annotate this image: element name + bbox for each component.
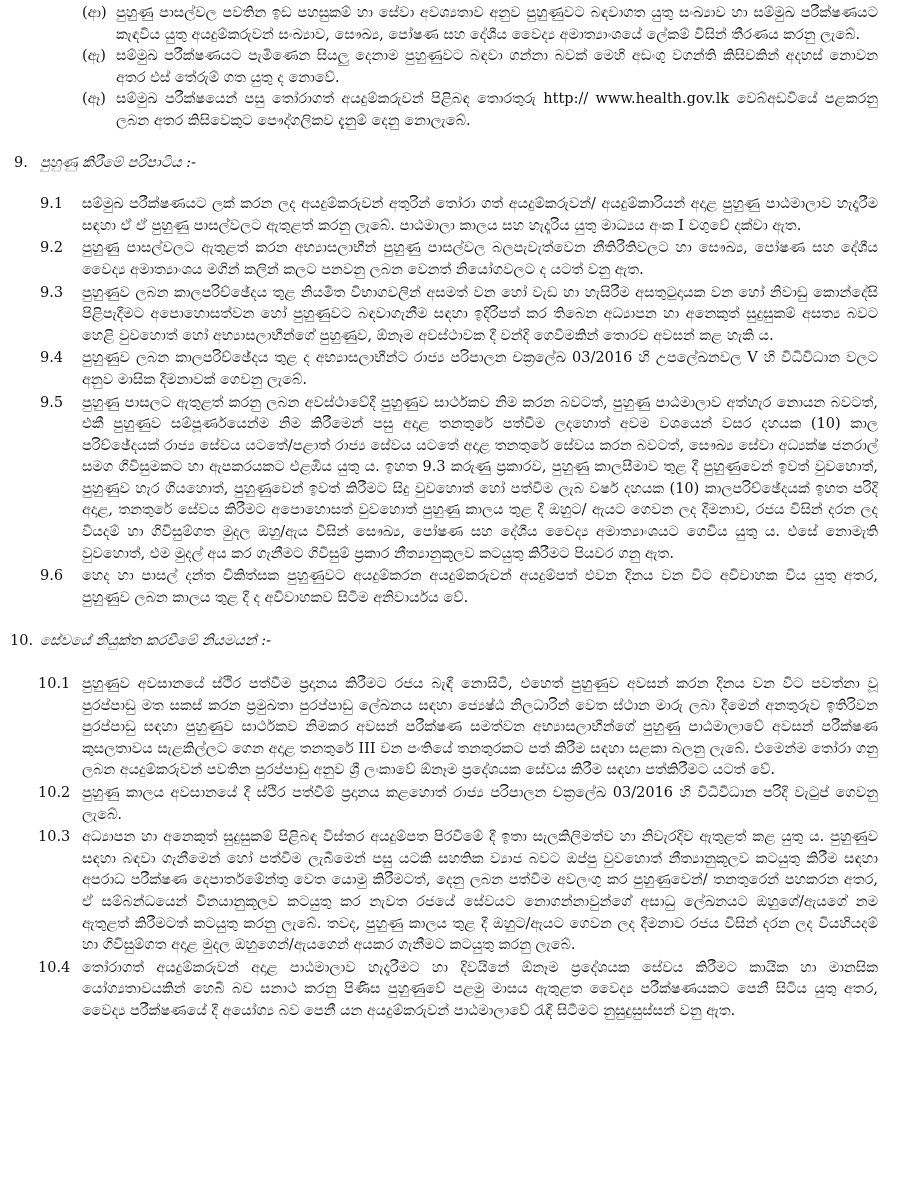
section-training-procedure — [0, 153, 900, 610]
clause-text: සම්මුඛ පරීක්ෂණයට ලක් කරන ලද අයදුම්කරුවන් අතුරින් තෝරා ගත් අයදුම්කරුවන්/ අයදුම්කාරියන් අදාළ පුහුණු පාඨමාලාව හැදෑරීම සඳහා ඒ ඒ පුහුණු පාසල්වලට ඇතුළත් කරනු ලැබේ. පාඨමාලා කාලය සහ හැදෑරිය යුතු මාධ්‍යය අංක I වගුවේ දක්වා ඇත. — [82, 196, 878, 234]
clause-text: පුහුණුව ලබන කාලපරිච්ඡේදය තුළ ද අභ්‍යාසලාභීන්ට රාජ්‍ය පරිපාලන චක්‍රලේඛ 03/2016 හි උපලේඛනවල V හි විධිවිධාන වලට අනුව මාසික දීමනාවක් ගෙවනු ලැබේ. — [82, 350, 878, 388]
clause — [0, 674, 900, 782]
clause-text: පුහුණු පාසලට ඇතුළත් කරනු ලබන අවස්ථාවේදී පුහුණුව සාර්ථකව නිම කරන බවටත්, පුහුණු පාඨමාලාව අත්හැර නොයන බවටත්, එකී පුහුණුව සම්පූර්ණයෙන්ම නිම කිරීමෙන් පසු අදාළ තනතුරේ පත්වීම ලදහොත් අවම වශයෙන් වසර දහයක (10) කාල පරිච්ඡේදයක් රාජ්‍ය සේවය යටතේ/පළාත් රාජ්‍ය සේවය යටතේ අදාළ තනතුරේ සේවය කරන බවටත්, සෞඛ්‍ය සේවා අධ්‍යක්ෂ ජනරාල් සමග ගිවිසුමකට හා ඇපකරයකට එළඹිය යුතු ය. ඉහත 9.3 කරුණු ප්‍රකාරව, පුහුණු කාලසීමාව තුළ දී පුහුණුවෙන් ඉවත් වුවහොත්, පුහුණුව හැර ගියහොත්, පුහුණුවෙන් ඉවත් කිරීමට සිදු වුවහොත් හෝ පත්වීම ලැබ වර්ෂ දහයක (10) කාලපරිච්ඡේදයක් ඉහත පරිදි අදාළ, තනතුරේ සේවය කිරීමට අපොහොසත් වුවහොත් පුහුණු කාලය තුළ දී ඔහුට/ ඇයට ගෙවන ලද දීමනාව, රජය විසින් දරන ලද වියදම් හා ගිවිසුම්ගත මුදල ඔහු/ඇය විසින් සෞඛ්‍ය, පෝෂණ සහ දේශීය වෛද්‍ය අමාත්‍යාංශයට ගෙවිය යුතු ය. එසේ නොමැති වුවහොත්, එම මුදල් අය කර ගැනීමට ගිවිසුම් ප්‍රකාර නීත්‍යානුකූලව කටයුතු කිරීමට පියවර ගනු ඇත. — [82, 394, 878, 562]
clause-number: 10.3 — [38, 829, 71, 846]
sub-item — [82, 89, 878, 132]
section-number: 9. — [14, 154, 28, 171]
sub-item-text: පුහුණු පාසල්වල පවතින ඉඩ පහසුකම් හා සේවා අවශ්‍යතාව අනුව පුහුණුවට බඳවාගත යුතු සංඛ්‍යාව හා සම්මුඛ පරීක්ෂණයට කැඳවිය යුතු අයදුම්කරුවන් සංඛ්‍යාව, සෞඛ්‍ය, පෝෂණ සහ දේශීය වෛද්‍ය අමාත්‍යාංශයේ ලේකම් විසින් තීරණය කරනු ලැබේ. — [116, 5, 878, 43]
clause-number: 9.2 — [40, 240, 64, 257]
section-title: පුහුණු කිරීමේ පරිපාටිය :- — [40, 154, 196, 171]
clause-text: පුහුණු පාසල්වලට ඇතුළත් කරන අභ්‍යාසලාභීන් පුහුණු පාසල්වල බලපැවැත්වෙන නීතිරීතිවලට හා සෞඛ්‍ය, පෝෂණ සහ දේශීය වෛද්‍ය අමාත්‍යාංශය මගින් කලින් කලට පනවනු ලබන වෙනත් නියෝගවලට ද යටත් වනු ඇත. — [82, 240, 878, 278]
clause — [0, 827, 900, 957]
clause-text: පුහුණුව අවසානයේ ස්ථිර පත්වීම ප්‍රදානය කිරීමට රජය බැඳී නොසිටී, එහෙත් පුහුණුව අවසන් කරන දිනය වන විට පවත්නා වූ පුරප්පාඩු මත සකස් කරන ප්‍රමුඛතා පුරප්පාඩු ලේඛනය සඳහා ජ්‍යෙෂ්ඨ නිලධාරින් වෙත ස්ථාන මාරු ලබා දීමෙන් අනතුරුව ඉතිරිවන පුරප්පාඩු සඳහා පුහුණුව සාර්ථකව නිමකර අවසන් පරීක්ෂණ සමත්වන අභ්‍යාසලාභීන්ගේ පුහුණු පාඨමාලාවේ අවසන් පරීක්ෂණ කුසලතාවය සැළකිල්ලට ගෙන අදාළ තනතුරේ III වන පංතියේ තනතුරකට පත් කිරීම සඳහා සළකා බලනු ලැබේ. එමෙන්ම තෝරා ගනු ලබන අයදුම්කරුවන් පවතින පුරප්පාඩු අනුව ශ්‍රී ලංකාවේ ඕනෑම ප්‍රදේශයක සේවය කිරීම සඳහා පත්කිරීමට යටත් වේ. — [82, 676, 878, 779]
clause — [0, 238, 900, 281]
clause — [0, 783, 900, 826]
clause-text: පුහුණුව ලබන කාලපරිච්ඡේදය තුළ නියමිත විභාගවලින් අසමත් වන හෝ වැඩ හා හැසිරීම අසතුටුදායක වන හෝ නිවාඩු කොන්දේසි පිළිපැදීමට අපොහොසත්වන හෝ පුහුණුවට බඳවාගැනීම සඳහා ඉදිරිපත් කර තිබෙන අධ්‍යාපන හා අනෙකුත් සුදුසුකම් අසත්‍ය බවට හෙළි වුවහොත් හෝ අභ්‍යාසලාභීන්ගේ පුහුණුව, ඕනෑම අවස්ථාවක දී වන්දි ගෙවීමකින් තොරව අවසන් කළ හැකි ය. — [82, 284, 878, 344]
section-number: 10. — [10, 633, 34, 650]
sub-item-label: (ආ) — [82, 5, 107, 21]
clause-text: පුහුණු කාලය අවසානයේ දී ස්ථිර පත්වීම් ප්‍රදානය කළහොත් රාජ්‍ය පරිපාලන චක්‍රලේඛ 03/2016 හි විධිවිධාන පරිදි වැටුප් ගෙවනු ලැබේ. — [82, 785, 878, 823]
sub-item-text: සම්මුඛ පරීක්ෂණයට පැමිණෙන සියලු දෙනාම පුහුණුවට බඳවා ගන්නා බවක් මෙහි අඩංගු වගන්ති කිසිවකින් අදහස් නොවන අතර එස් තේරුම් ගත යුතු ද නොවේ. — [116, 48, 878, 86]
clause-number: 9.6 — [40, 568, 64, 585]
clause — [0, 348, 900, 391]
section-service-terms — [0, 631, 900, 1022]
section-heading — [0, 153, 900, 175]
clause-number: 9.5 — [40, 394, 64, 411]
clause-number: 10.1 — [38, 676, 71, 693]
clause-number: 9.4 — [40, 350, 64, 367]
sub-item-label: (ඇ) — [82, 48, 106, 65]
clause — [0, 958, 900, 1023]
clause — [0, 566, 900, 609]
continued-sub-list — [0, 3, 900, 133]
clause — [0, 194, 900, 237]
clause — [0, 393, 900, 566]
sub-item-text: සම්මුඛ පරීක්ෂයෙන් පසු තෝරාගත් අයදුම්කරුවන් පිළිබඳ තොරතුරු http:// www.health.gov.lk වෙබ්අඩවියේ පළකරනු ලබන අතර කිසිවෙකුට පෞද්ගලිකව දැනුම් දෙනු නොලැබේ. — [116, 91, 878, 129]
section-heading — [0, 631, 900, 653]
clause-number: 9.3 — [40, 284, 64, 301]
section-title: සේවයේ නියුක්ත කරවීමේ නියමයන් :- — [40, 633, 272, 650]
clause-number: 10.4 — [38, 959, 71, 976]
clause-text: අධ්‍යාපන හා අනෙකුත් සුදුසුකම් පිළිබඳ විස්තර අයදුම්පත පිරවීමේ දී ඉතා සැලකිලිමත්ව හා නිවැරදිව ඇතුළත් කළ යුතු ය. පුහුණුව සඳහා බඳවා ගැනීමෙන් හෝ පත්වීම ලැබීමෙන් පසු යටකි සහතික ව්‍යාජ බවට ඔප්පු වුවහොත් නීත්‍යානුකූලව කටයුතු කිරීම සඳහා අපරාධ පරීක්ෂණ දෙපාර්තමේන්තු වෙත යොමු කිරීමටත්, දෙනු ලබන පත්වීම අවලංගු කර පුහුණුවෙන්/ තනතුරෙන් පහකරන අතර, ඒ සම්බන්ධයෙන් විනයානුකූලව කටයුතු කර නැවත රජයේ සේවයට නොගන්නාවුන්ගේ අසාධු ලේඛනයට ඔහුගේ/ඇයගේ නම ඇතුළත් කිරීමටත් කටයුතු කරනු ලැබේ. තවද, පුහුණු කාලය තුළ දී ඔහුට/ඇයට ගෙවන ලද දීමනාව රජය විසින් දරන ලද වියහියදම් හා ගිවිසුම්ගත අදාළ මුදල ඔහුගෙන්/ඇයගෙන් අයකර ගැනීමට කටයුතු කරනු ලැබේ. — [82, 829, 878, 954]
clause — [0, 283, 900, 348]
clause-number: 9.1 — [40, 196, 64, 213]
clause-text: හෙද හා පාසල් දන්ත චිකිත්සක පුහුණුවට අයදුම්කරන අයදුම්කරුවන් අයදුම්පත් එවන දිනය වන විට අවිවාහක විය යුතු අතර, පුහුණුව ලබන කාලය තුළ දී ද අවිවාහකව සිටීම අනිවාර්යය වේ. — [82, 568, 878, 606]
sub-item — [82, 3, 878, 46]
sub-item-label: (ඈ) — [82, 91, 106, 108]
sub-item — [82, 46, 878, 89]
clause-text: තෝරාගත් අයදුම්කරුවන් අදාළ පාඨමාලාව හැදෑරීමට හා දිවයිනේ ඕනෑම ප්‍රදේශයක සේවය කිරීමට කායික හා මානසික යෝග්‍යතාවයකින් හෙබි බව සනාථ කරනු පිණිස පුහුණුවේ පළමු මාසය ඇතුළත වෛද්‍ය පරීක්ෂණයකට පෙනී සිටිය යුතු අතර, වෛද්‍ය පරීක්ෂණයේ දී අයෝග්‍ය බව පෙනී යන අයදුම්කරුවන් පාඨමාලාවේ රැඳී සිටීමට නුසුදුසුස්සන් වනු ඇත. — [82, 959, 878, 1019]
clause-number: 10.2 — [38, 785, 71, 801]
